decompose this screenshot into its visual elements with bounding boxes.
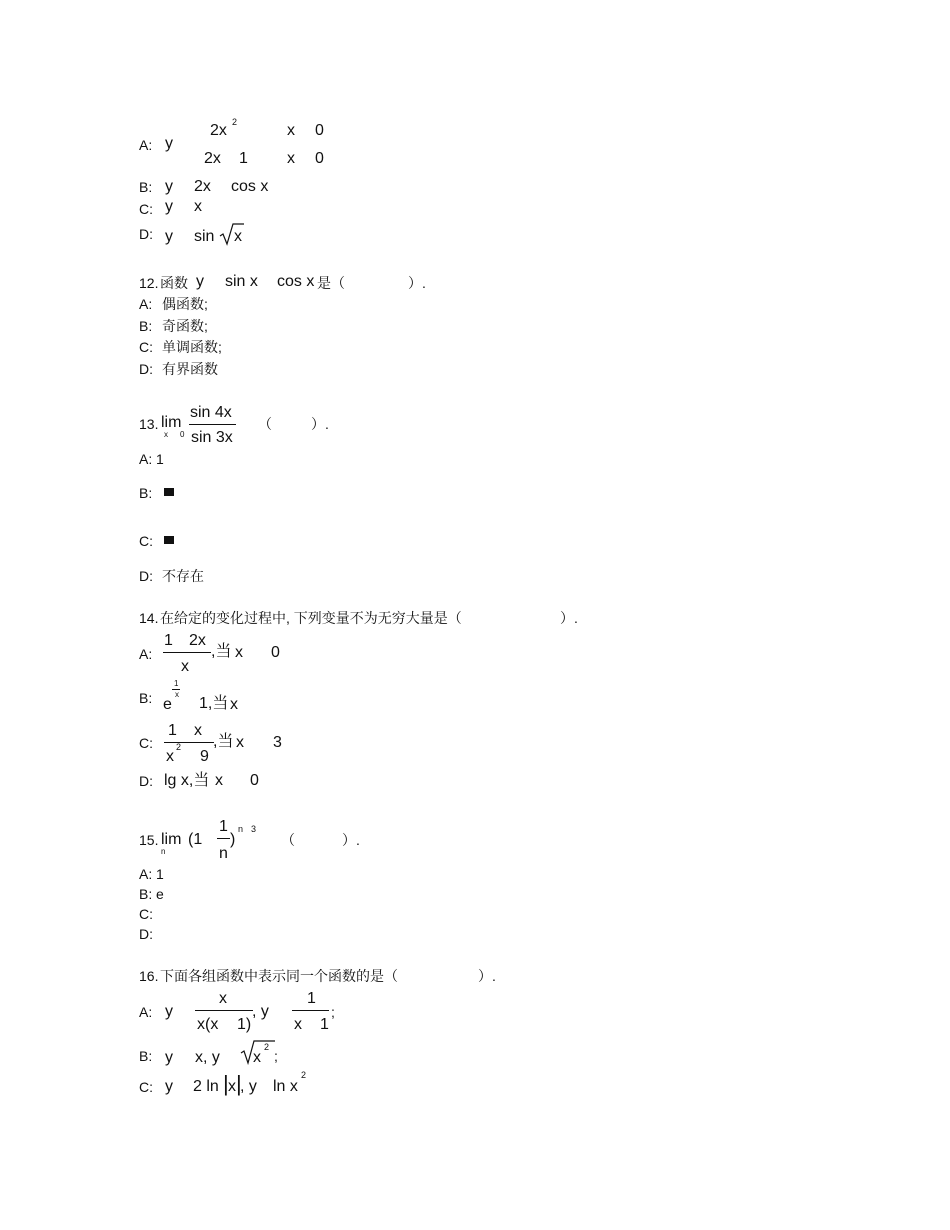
option-label: C: bbox=[139, 339, 153, 355]
option-label: A: bbox=[139, 137, 153, 153]
fraction-bar bbox=[189, 424, 236, 425]
option-text: 1 bbox=[156, 866, 164, 882]
math-text: ; bbox=[274, 1048, 278, 1064]
missing-image-placeholder-icon bbox=[164, 536, 174, 544]
question-text: 是（ bbox=[317, 275, 345, 291]
option-label: D: bbox=[139, 226, 153, 242]
fraction-denominator: x(x bbox=[197, 1016, 219, 1033]
math-var: x bbox=[235, 644, 243, 661]
math-term: 2 ln bbox=[193, 1078, 219, 1095]
math-term: sin bbox=[194, 228, 215, 245]
math-superscript: n bbox=[238, 824, 244, 834]
question-number: 16. bbox=[139, 968, 159, 984]
math-superscript: 2 bbox=[264, 1042, 270, 1052]
option-text: 偶函数; bbox=[162, 296, 208, 312]
option-text: 奇函数; bbox=[162, 318, 208, 334]
math-term: 2x bbox=[210, 122, 227, 139]
abs-bar: | bbox=[236, 1071, 242, 1096]
math-var: y bbox=[165, 135, 173, 152]
option-text: 单调函数; bbox=[162, 339, 222, 355]
math-var: y bbox=[165, 178, 173, 195]
question-close: ）. bbox=[342, 832, 360, 848]
math-lim: lim bbox=[161, 831, 182, 848]
math-term: 0 bbox=[315, 122, 324, 139]
answer-bracket: （ bbox=[258, 416, 272, 432]
fraction-denominator: 1) bbox=[237, 1016, 252, 1033]
math-term: 0 bbox=[315, 150, 324, 167]
math-var: x bbox=[236, 734, 244, 751]
math-text: , y bbox=[240, 1078, 257, 1095]
missing-image-placeholder-icon bbox=[164, 488, 174, 496]
math-term: x bbox=[287, 150, 295, 167]
math-term: 3 bbox=[273, 734, 282, 751]
fraction-numerator: 1 bbox=[307, 990, 316, 1007]
fraction-bar bbox=[163, 652, 211, 653]
math-term: ln x bbox=[273, 1078, 298, 1095]
math-term: x bbox=[287, 122, 295, 139]
math-term: x bbox=[234, 228, 242, 245]
fraction-denominator: x bbox=[166, 748, 174, 765]
math-var: y bbox=[165, 1078, 173, 1095]
question-number: 14. bbox=[139, 610, 159, 626]
fraction-denominator: n bbox=[219, 845, 228, 862]
question-close: ）. bbox=[478, 968, 496, 984]
math-term: sin x bbox=[225, 273, 258, 290]
math-term: ) bbox=[230, 831, 236, 848]
option-text: 1 bbox=[156, 451, 164, 467]
math-term: x bbox=[253, 1049, 261, 1066]
option-label: C: bbox=[139, 1079, 153, 1095]
math-var: x bbox=[215, 772, 223, 789]
fraction-numerator: x bbox=[219, 990, 227, 1007]
math-superscript: x bbox=[175, 690, 179, 699]
math-term: x bbox=[194, 198, 202, 215]
math-subscript: 0 bbox=[180, 430, 185, 439]
option-label: A: bbox=[139, 451, 153, 467]
fraction-bar bbox=[217, 838, 230, 839]
math-term: cos x bbox=[231, 178, 269, 195]
option-label: B: bbox=[139, 1048, 153, 1064]
question-text: 在给定的变化过程中, 下列变量不为无穷大量是（ bbox=[160, 610, 462, 626]
math-superscript: 1 bbox=[174, 679, 179, 688]
option-label: D: bbox=[139, 361, 153, 377]
question-text: 函数 bbox=[160, 275, 188, 291]
math-text: ; bbox=[331, 1004, 335, 1020]
option-label: B: bbox=[139, 318, 153, 334]
math-term: (1 bbox=[188, 831, 203, 848]
option-label: D: bbox=[139, 773, 153, 789]
abs-bar: | bbox=[223, 1071, 229, 1096]
fraction-denominator: sin 3x bbox=[191, 429, 233, 446]
math-var: y bbox=[165, 1049, 173, 1066]
math-text: , y bbox=[252, 1003, 269, 1020]
question-number: 12. bbox=[139, 275, 159, 291]
question-text: 下面各组函数中表示同一个函数的是（ bbox=[160, 968, 398, 984]
option-label: B: bbox=[139, 179, 153, 195]
fraction-numerator: 1 bbox=[219, 818, 228, 835]
math-text: ,当 bbox=[213, 733, 234, 750]
math-superscript: 2 bbox=[301, 1070, 307, 1080]
question-number: 13. bbox=[139, 416, 159, 432]
option-label: C: bbox=[139, 906, 153, 922]
math-lim: lim bbox=[161, 414, 182, 431]
math-text: 1,当 bbox=[199, 695, 229, 712]
math-text: x, y bbox=[195, 1049, 220, 1066]
math-term: cos x bbox=[277, 273, 315, 290]
answer-bracket: （ bbox=[281, 832, 295, 848]
fraction-numerator: 1 bbox=[168, 722, 177, 739]
fraction-bar bbox=[195, 1010, 253, 1011]
math-subscript: n bbox=[161, 847, 166, 856]
math-var: y bbox=[196, 273, 204, 290]
math-text: lg x,当 bbox=[164, 772, 210, 789]
fraction-numerator: x bbox=[194, 722, 202, 739]
option-label: B: bbox=[139, 886, 153, 902]
math-subscript: x bbox=[164, 430, 168, 439]
fraction-numerator: sin 4x bbox=[190, 404, 232, 421]
math-superscript: 2 bbox=[176, 742, 182, 752]
question-number: 15. bbox=[139, 832, 159, 848]
option-label: D: bbox=[139, 926, 153, 942]
question-close: ）. bbox=[560, 610, 578, 626]
option-label: B: bbox=[139, 690, 153, 706]
math-term: e bbox=[163, 696, 172, 713]
fraction-numerator: 1 bbox=[164, 632, 173, 649]
question-close: ）. bbox=[311, 416, 329, 432]
option-label: C: bbox=[139, 201, 153, 217]
math-term: 2x bbox=[194, 178, 211, 195]
option-label: B: bbox=[139, 485, 153, 501]
option-label: D: bbox=[139, 568, 153, 584]
fraction-bar bbox=[292, 1010, 329, 1011]
math-term: 1 bbox=[239, 150, 248, 167]
option-label: A: bbox=[139, 866, 153, 882]
option-text: e bbox=[156, 886, 164, 902]
math-superscript: 3 bbox=[251, 824, 257, 834]
question-close: ）. bbox=[408, 275, 426, 291]
option-label: A: bbox=[139, 1004, 153, 1020]
math-superscript: 2 bbox=[232, 117, 238, 127]
math-text: ,当 bbox=[211, 643, 232, 660]
math-term: 0 bbox=[271, 644, 280, 661]
math-var: y bbox=[165, 198, 173, 215]
option-label: C: bbox=[139, 533, 153, 549]
option-text: 不存在 bbox=[162, 568, 204, 584]
fraction-numerator: 2x bbox=[189, 632, 206, 649]
math-term: 2x bbox=[204, 150, 221, 167]
fraction-denominator: x bbox=[181, 658, 189, 675]
math-term: 0 bbox=[250, 772, 259, 789]
option-label: A: bbox=[139, 646, 153, 662]
fraction-denominator: x bbox=[294, 1016, 302, 1033]
math-term: x bbox=[228, 1078, 236, 1095]
fraction-denominator: 9 bbox=[200, 748, 209, 765]
fraction-denominator: 1 bbox=[320, 1016, 329, 1033]
option-label: C: bbox=[139, 735, 153, 751]
math-var: y bbox=[165, 228, 173, 245]
option-label: A: bbox=[139, 296, 153, 312]
option-text: 有界函数 bbox=[162, 361, 218, 377]
fraction-bar bbox=[164, 742, 214, 743]
math-var: y bbox=[165, 1003, 173, 1020]
math-var: x bbox=[230, 696, 238, 713]
